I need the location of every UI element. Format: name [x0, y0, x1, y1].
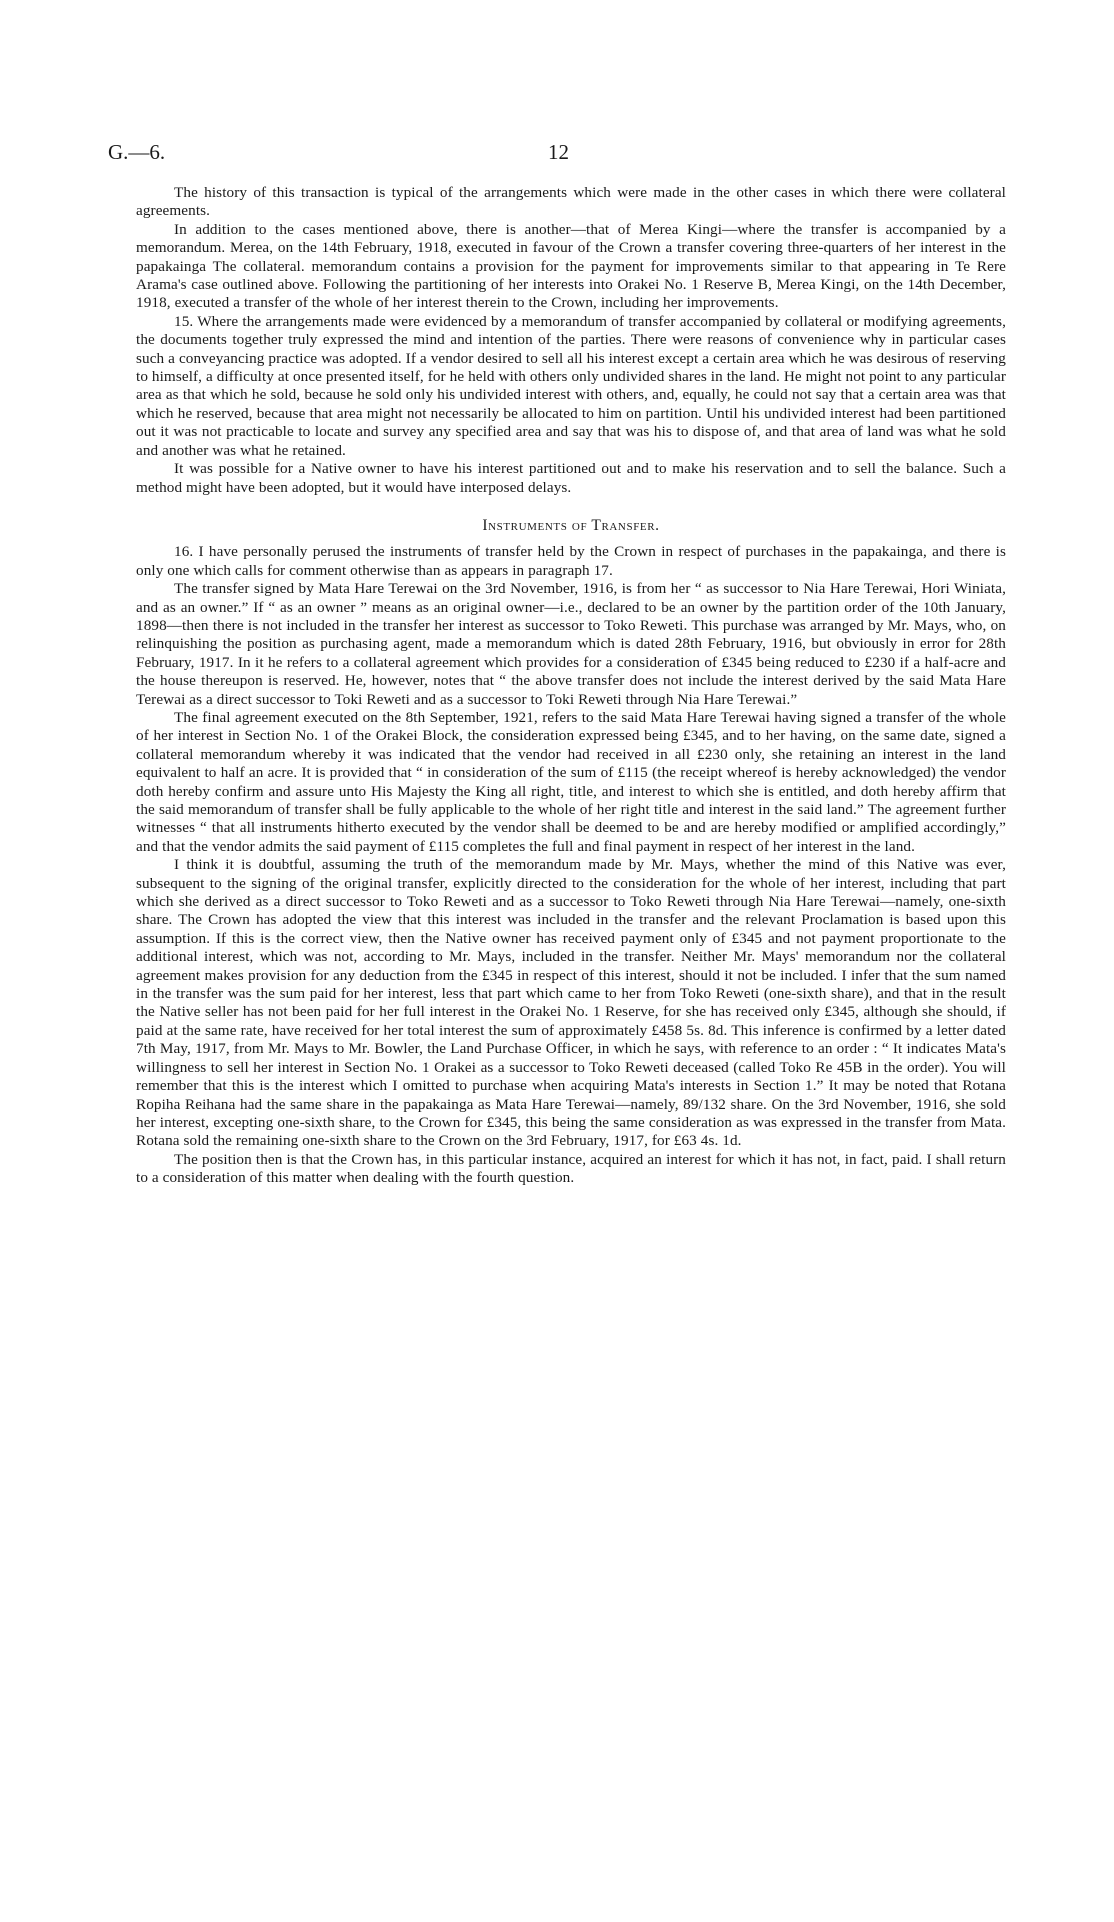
paragraph: The position then is that the Crown has, in this particular instance, acquired an interest for which it has not, in fact, paid. I shall return to a consideration of this matter when dealing with the fourth question.: [136, 1150, 1006, 1187]
paragraph: I think it is doubtful, assuming the truth of the memorandum made by Mr. Mays, whether the mind of this Native was ever, subsequent to the signing of the original transfer, explicitly directed to the consideration for the whole of her interest, including that part which she derived as a direct successor to Toko Reweti and as a successor to Toko Reweti through Nia Hare Terewai—namely, one-sixth share. The Crown has adopted the view that this interest was included in the transfer and the relevant Proclamation is based upon this assumption. If this is the correct view, then the Native owner has received payment only of £345 and not payment proportionate to the additional interest, which was not, according to Mr. Mays, included in the transfer. Neither Mr. Mays' memorandum nor the collateral agreement makes provision for any deduction from the £345 in respect of this interest, should it not be included. I infer that the sum named in the transfer was the sum paid for her interest, less that part which came to her from Toko Reweti (one-sixth share), and that in the result the Native seller has not been paid for her full interest in the Orakei No. 1 Reserve, for she has received only £345, although she should, if paid at the same rate, have received for her total interest the sum of approximately £458 5s. 8d. This inference is confirmed by a letter dated 7th May, 1917, from Mr. Mays to Mr. Bowler, the Land Purchase Officer, in which he says, with reference to an order : “ It indicates Mata's willingness to sell her interest in Section No. 1 Orakei as a successor to Toko Reweti deceased (called Toko Re 45B in the order). You will remember that this is the interest which I omitted to purchase when acquiring Mata's interests in Section 1.” It may be noted that Rotana Ropiha Reihana had the same share in the papakainga as Mata Hare Terewai—namely, 89/132 share. On the 3rd November, 1916, she sold her interest, excepting one-sixth share, to the Crown for £345, this being the same consideration as was expressed in the transfer from Mata. Rotana sold the remaining one-sixth share to the Crown on the 3rd February, 1917, for £63 4s. 1d.: [136, 856, 1006, 1150]
page-header: [108, 140, 1006, 184]
paragraph: 15. Where the arrangements made were evidenced by a memorandum of transfer accompanied by collateral or modifying agreements, the documents together truly expressed the mind and intention of the parties. There were reasons of convenience why in particular cases such a conveyancing practice was adopted. If a vendor desired to sell all his interest except a certain area which he was desirous of reserving to himself, a difficulty at once presented itself, for he held with others only undivided shares in the land. He might not point to any particular area as that which he sold, because he sold only his undivided interest with others, and, equally, he could not say that a certain area was that which he reserved, because that area might not necessarily be allocated to him on partition. Until his undivided interest had been partitioned out it was not practicable to locate and survey any specified area and say that was his to dispose of, and that area of land was what he sold and another was what he retained.: [136, 312, 1006, 459]
section-heading: Instruments of Transfer.: [482, 516, 660, 534]
body-text: [136, 184, 1006, 1188]
paragraph: The transfer signed by Mata Hare Terewai on the 3rd November, 1916, is from her “ as successor to Nia Hare Terewai, Hori Winiata, and as an owner.” If “ as an owner ” means as an original owner—i.e., declared to be an owner by the partition order of the 10th January, 1898—then there is not included in the transfer her interest as successor to Toko Reweti. This purchase was arranged by Mr. Mays, who, on relinquishing the position as purchasing agent, made a memorandum which is dated 28th February, 1916, but obviously in error for 28th February, 1917. In it he refers to a collateral agreement which provides for a consideration of £345 being reduced to £230 if a half-acre and the house thereupon is reserved. He, however, notes that “ the above transfer does not include the interest derived by the said Mata Hare Terewai as a direct successor to Toki Reweti and as a successor to Toki Reweti through Nia Hare Terewai.”: [136, 580, 1006, 708]
paragraph: In addition to the cases mentioned above, there is another—that of Merea Kingi—where the transfer is accompanied by a memorandum. Merea, on the 14th February, 1918, executed in favour of the Crown a transfer covering three-quarters of her interest in the papakainga The collateral. memorandum contains a provision for the payment for improvements similar to that appearing in Te Rere Arama's case outlined above. Following the partitioning of her interests into Orakei No. 1 Reserve B, Merea Kingi, on the 14th December, 1918, executed a transfer of the whole of her interest therein to the Crown, including her improvements.: [136, 220, 1006, 312]
paragraph: 16. I have personally perused the instruments of transfer held by the Crown in respect of purchases in the papakainga, and there is only one which calls for comment otherwise than as appears in paragraph 17.: [136, 543, 1006, 579]
paragraph: The history of this transaction is typical of the arrangements which were made in the other cases in which there were collateral agreements.: [136, 184, 1006, 220]
paragraph: It was possible for a Native owner to have his interest partitioned out and to make his reservation and to sell the balance. Such a method might have been adopted, but it would have interposed delays.: [136, 460, 1006, 496]
document-page: [108, 140, 1006, 1188]
document-reference: G.—6.: [108, 140, 166, 164]
paragraph: The final agreement executed on the 8th September, 1921, refers to the said Mata Hare Terewai having signed a transfer of the whole of her interest in Section No. 1 of the Orakei Block, the consideration expressed being £345, and to her having, on the same date, signed a collateral memorandum whereby it was indicated that the vendor had received in all £230 only, she retaining an interest in the land equivalent to half an acre. It is provided that “ in consideration of the sum of £115 (the receipt whereof is hereby acknowledged) the vendor doth hereby confirm and assure unto His Majesty the King all right, title, and interest to which she is entitled, and doth hereby affirm that the said memorandum of transfer shall be fully applicable to the whole of her right title and interest in the said land.” The agreement further witnesses “ that all instruments hitherto executed by the vendor shall be deemed to be and are hereby modified or amplified accordingly,” and that the vendor admits the said payment of £115 completes the full and final payment in respect of her interest in the land.: [136, 708, 1006, 855]
page-number: 12: [548, 140, 569, 164]
